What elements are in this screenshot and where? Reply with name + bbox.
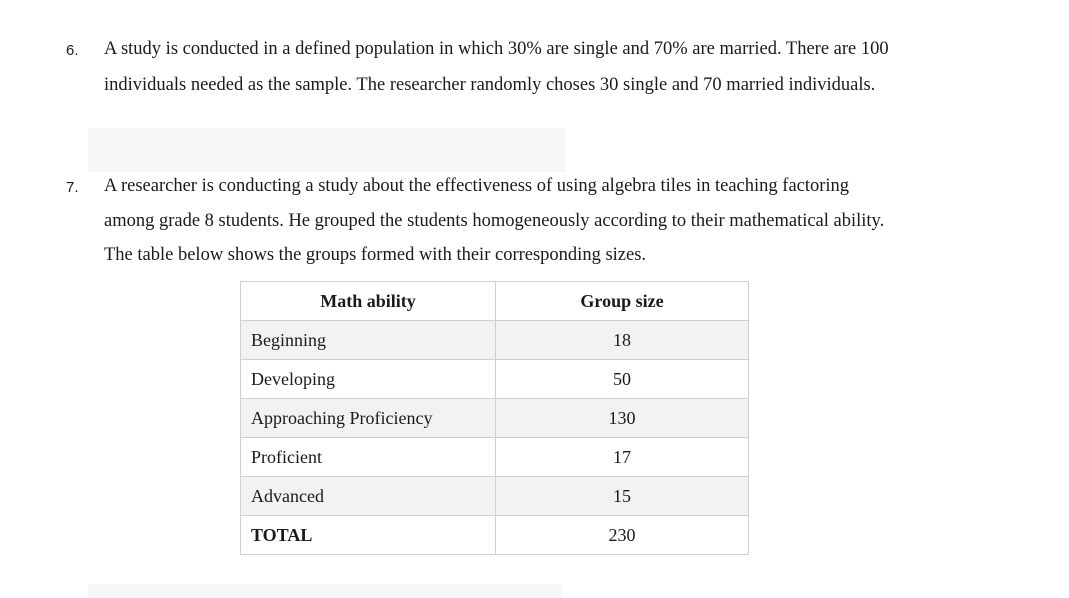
- question-text-line: A study is conducted in a defined population in which 30% are single and 70% are married. There are 100: [104, 39, 889, 59]
- column-header-group-size: Group size: [496, 282, 749, 321]
- total-row: [241, 516, 749, 555]
- total-size-cell: 230: [496, 516, 749, 555]
- question-text-line: among grade 8 students. He grouped the students homogeneously according to their mathematical ability.: [104, 211, 885, 231]
- ability-cell: Beginning: [241, 321, 496, 360]
- question-number: 6.: [66, 42, 79, 59]
- question-number: 7.: [66, 179, 79, 196]
- question-text-line: individuals needed as the sample. The researcher randomly choses 30 single and 70 married individuals.: [104, 75, 876, 95]
- column-header-math-ability: Math ability: [241, 282, 496, 321]
- size-cell: 17: [496, 438, 749, 477]
- table-row: [241, 399, 749, 438]
- blank-answer-area: [88, 584, 562, 598]
- ability-cell: Approaching Proficiency: [241, 399, 496, 438]
- group-size-table: [240, 281, 749, 555]
- ability-cell: Proficient: [241, 438, 496, 477]
- table-row: [241, 321, 749, 360]
- size-cell: 130: [496, 399, 749, 438]
- table-row: [241, 360, 749, 399]
- question-text-line: The table below shows the groups formed with their corresponding sizes.: [104, 245, 647, 265]
- total-label-cell: TOTAL: [241, 516, 496, 555]
- ability-cell: Advanced: [241, 477, 496, 516]
- table-header-row: [241, 282, 749, 321]
- table-row: [241, 477, 749, 516]
- size-cell: 50: [496, 360, 749, 399]
- question-text-line: A researcher is conducting a study about the effectiveness of using algebra tiles in teaching factoring: [104, 176, 850, 196]
- size-cell: 15: [496, 477, 749, 516]
- size-cell: 18: [496, 321, 749, 360]
- table-row: [241, 438, 749, 477]
- ability-cell: Developing: [241, 360, 496, 399]
- blank-answer-area: [88, 128, 566, 172]
